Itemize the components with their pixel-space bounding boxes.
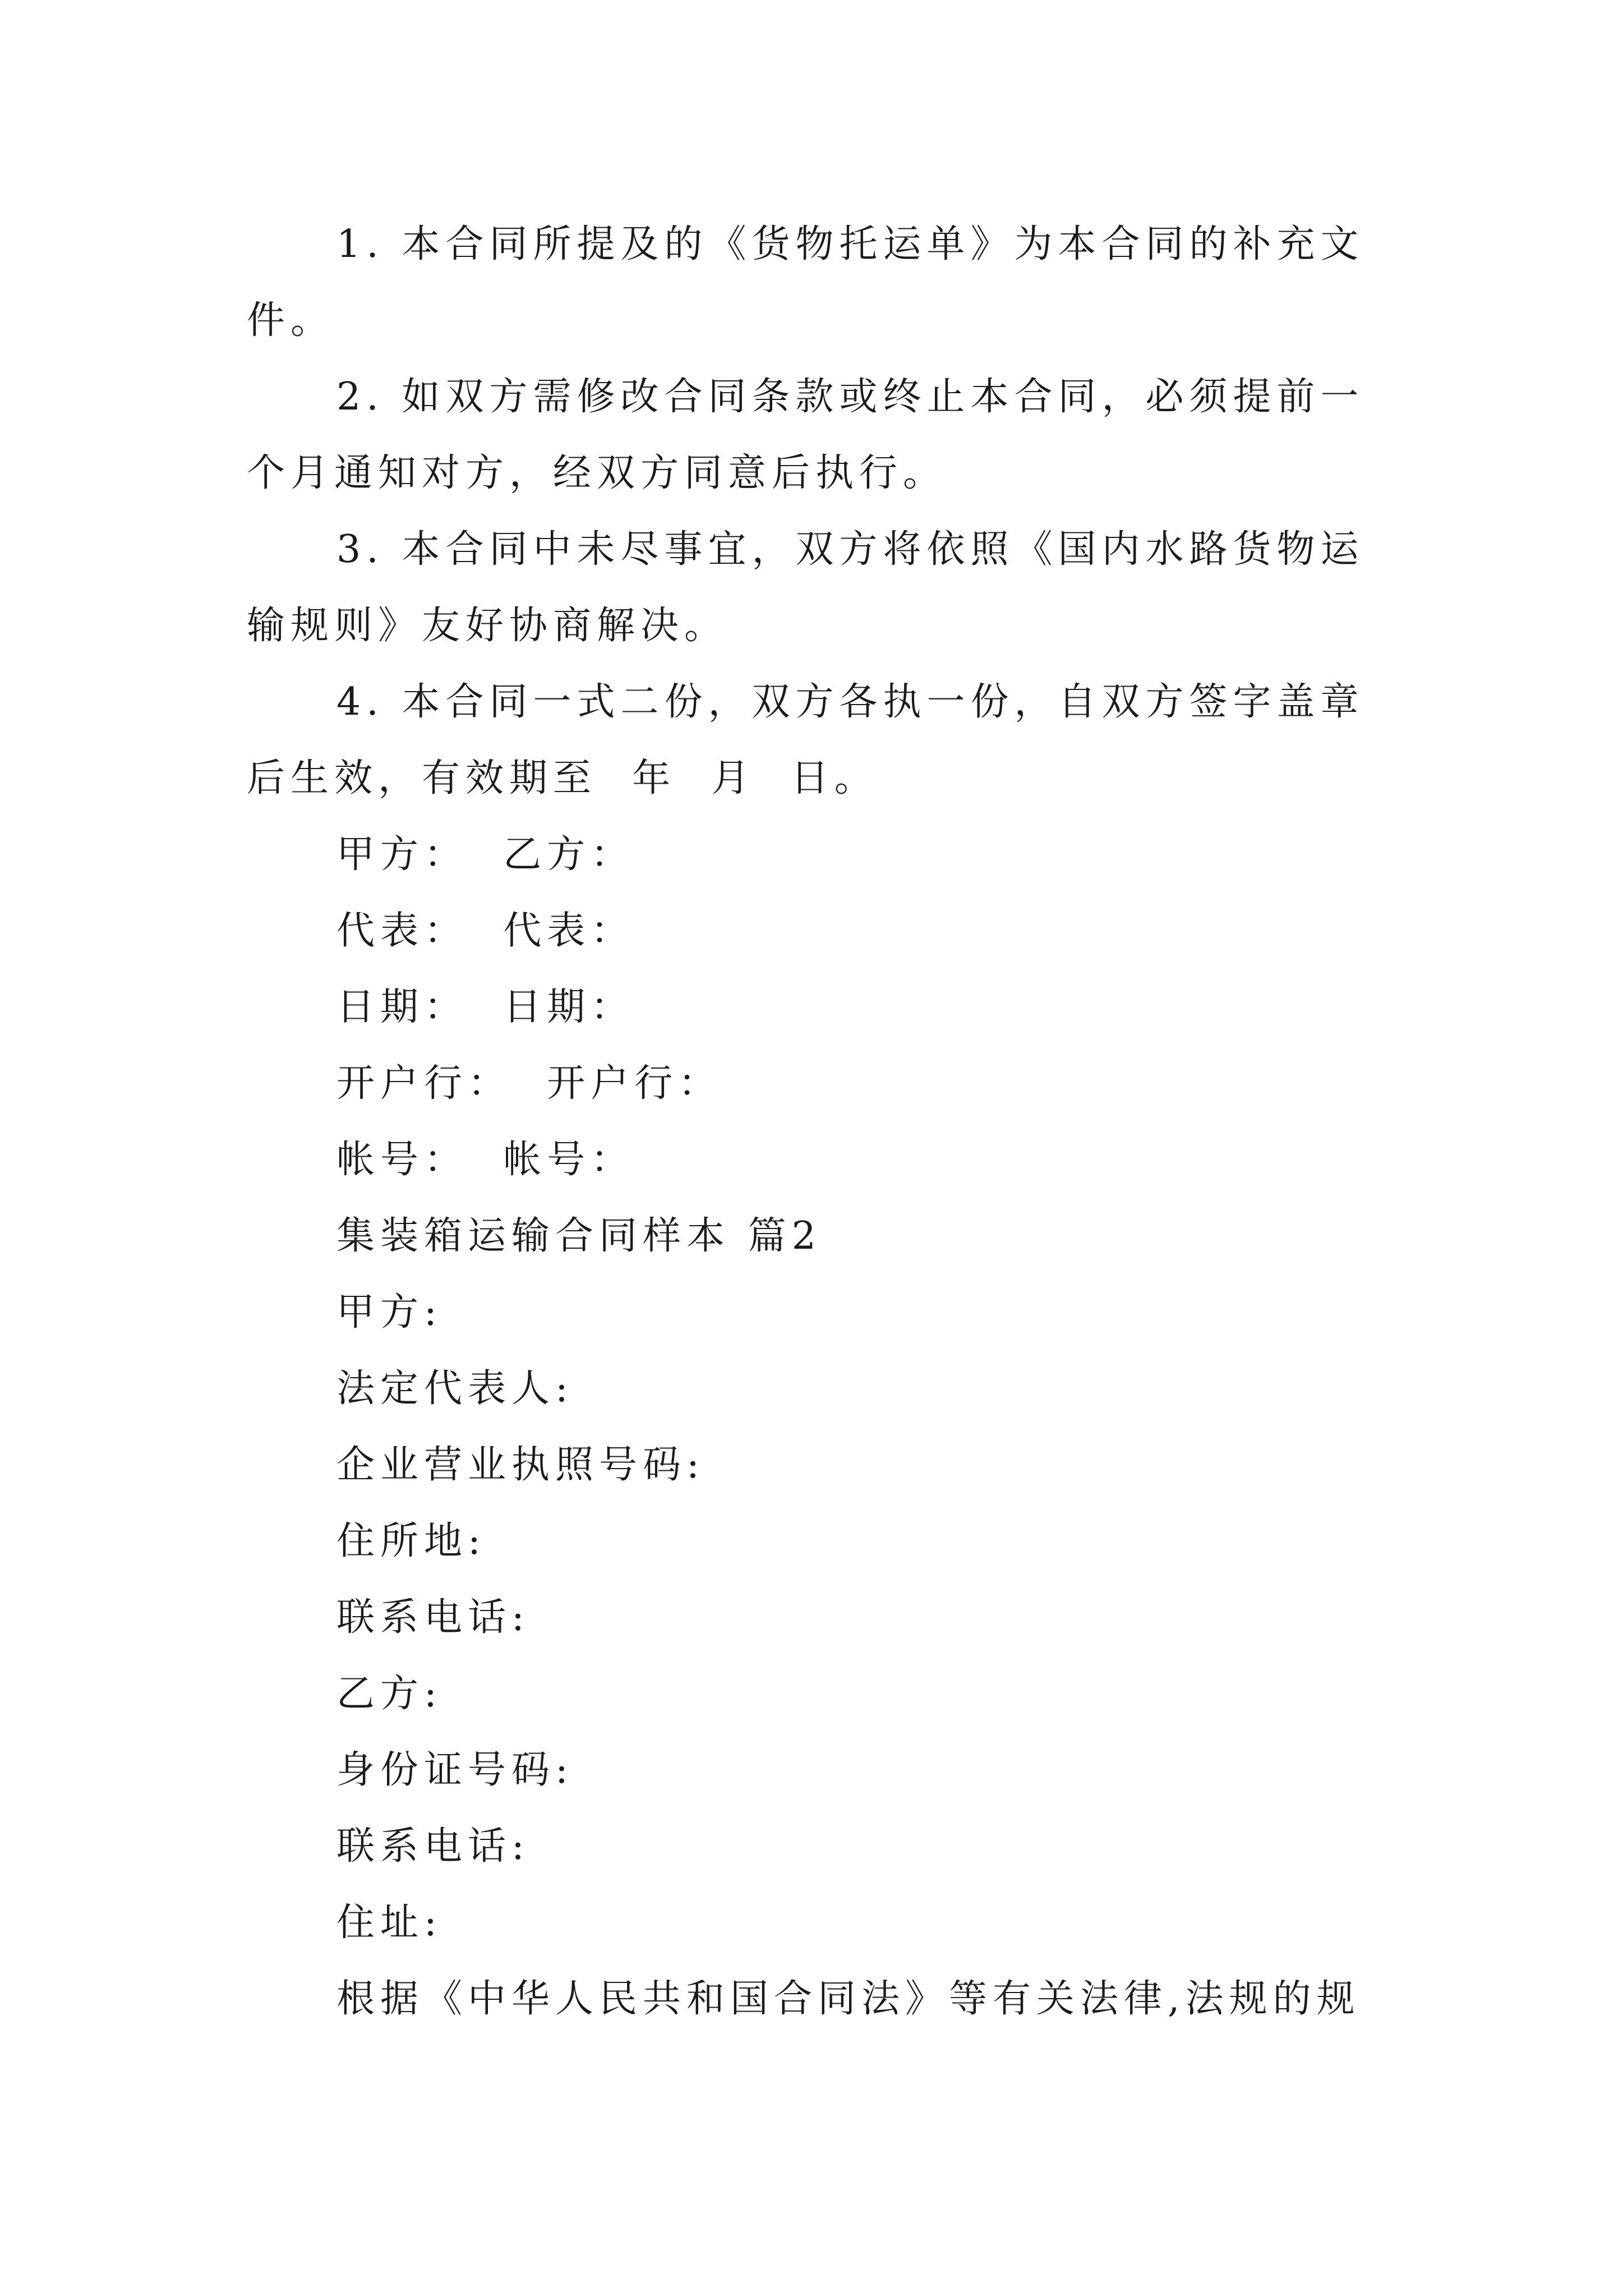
clause-3-line-1: 3. 本合同中未尽事宜，双方将依照《国内水路货物运	[336, 527, 1364, 572]
party-a-label: 甲方:	[336, 1290, 442, 1335]
clause-2-line-1: 2. 如双方需修改合同条款或终止本合同，必须提前一	[336, 375, 1364, 419]
clause-1-line-2: 件。	[247, 298, 335, 343]
party-a-address-label: 住所地:	[336, 1519, 486, 1563]
legal-representative-label: 法定代表人:	[336, 1366, 574, 1411]
section-2-title: 集装箱运输合同样本 篇2	[336, 1214, 822, 1258]
signature-banks: 开户行： 开户行：	[336, 1061, 722, 1106]
party-b-label: 乙方:	[336, 1672, 442, 1716]
business-license-label: 企业营业执照号码:	[336, 1443, 705, 1487]
signature-parties: 甲方： 乙方：	[336, 832, 635, 877]
signature-accounts: 帐号： 帐号：	[336, 1138, 635, 1182]
clause-3-line-2: 输规则》友好协商解决。	[247, 604, 728, 648]
legal-basis-line: 根据《中华人民共和国合同法》等有关法律,法规的规	[336, 1977, 1361, 2021]
party-b-phone-label: 联系电话:	[336, 1824, 530, 1869]
clause-2-line-2: 个月通知对方，经双方同意后执行。	[247, 451, 947, 495]
party-a-phone-label: 联系电话:	[336, 1595, 530, 1640]
clause-4-line-1: 4. 本合同一式二份，双方各执一份，自双方签字盖章	[336, 680, 1364, 724]
clause-4-line-2: 后生效，有效期至 年 月 日。	[247, 756, 878, 800]
clause-1-line-1: 1. 本合同所提及的《货物托运单》为本合同的补充文	[336, 222, 1364, 266]
signature-representatives: 代表： 代表：	[336, 909, 635, 953]
id-number-label: 身份证号码:	[336, 1748, 574, 1792]
signature-dates: 日期： 日期：	[336, 985, 635, 1029]
party-b-address-label: 住址:	[336, 1901, 442, 1945]
